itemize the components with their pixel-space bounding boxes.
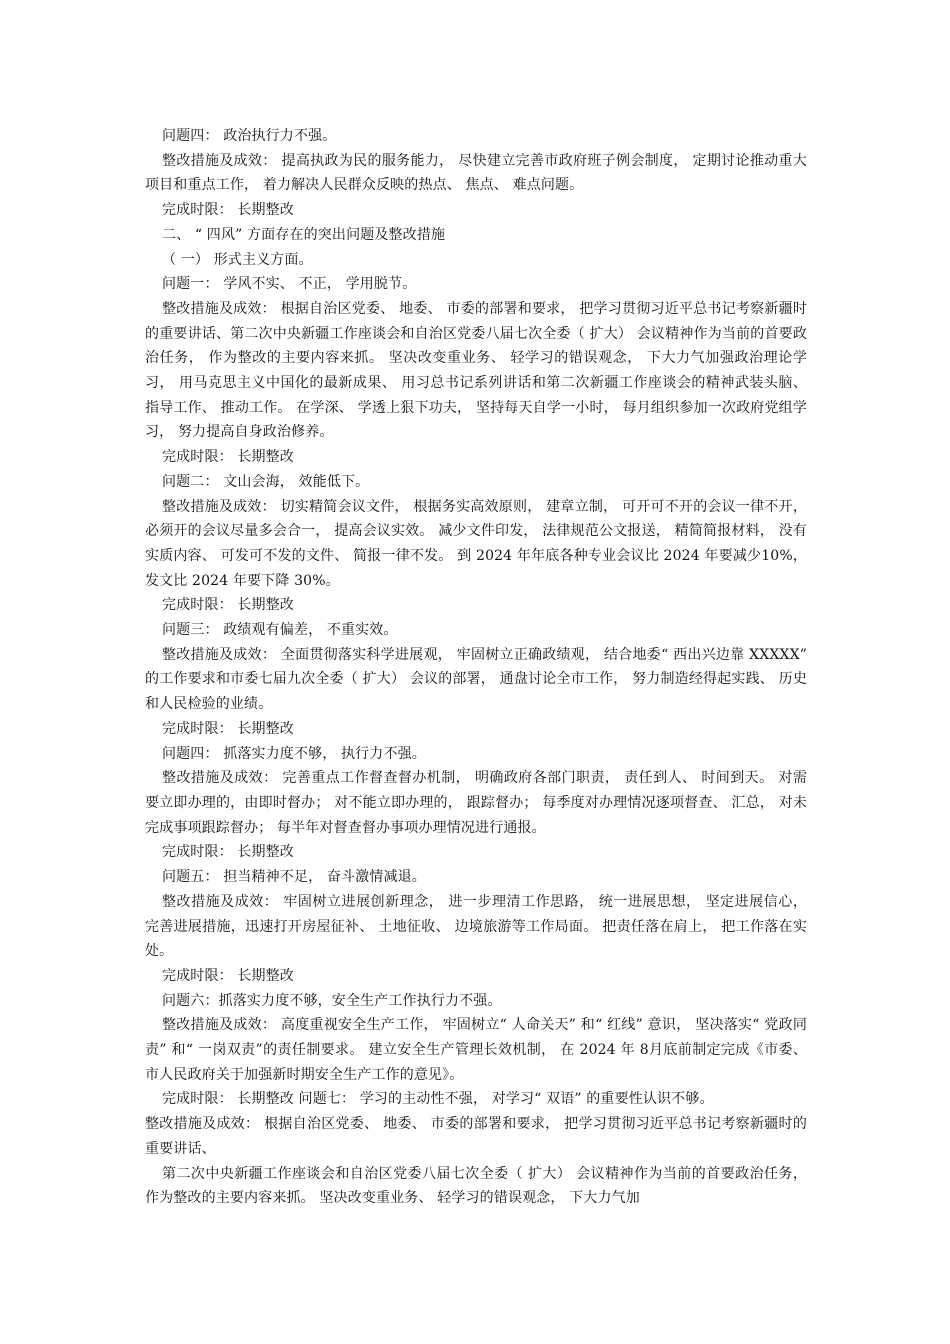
- paragraph-problem-3-measures: 整改措施及成效： 全面贯彻落实科学进展观， 牢固树立正确政绩观， 结合地委“ 西出兴边靠 XXXXX” 的工作要求和市委七届九次全委（ 扩大） 会议的部署， 通盘讨论全市工作， 努力制造经得起实践、 历史和人民检验的业绩。: [145, 646, 812, 713]
- paragraph-problem-1-header: 问题一： 学风不实、 不正， 学用脱节。: [162, 276, 417, 293]
- paragraph-problem-7-measures-continued: 第二次中央新疆工作座谈会和自治区党委八届七次全委（ 扩大） 会议精神作为当前的首要政治任务， 作为整改的主要内容来抓。 坚决改变重业务、 轻学习的错误观念， 下大力气加: [145, 1165, 812, 1207]
- paragraph-deadline-and-problem-7: 完成时限： 长期整改 问题七： 学习的主动性不强， 对学习“ 双语” 的重要性认识不够。: [162, 1091, 714, 1108]
- paragraph-deadline: 完成时限： 长期整改: [162, 449, 294, 466]
- paragraph-deadline: 完成时限： 长期整改: [162, 597, 294, 614]
- section-heading-four-winds: 二、 “ 四风” 方面存在的突出问题及整改措施: [162, 226, 446, 243]
- paragraph-problem-4b-header: 问题四： 抓落实力度不够， 执行力不强。: [162, 745, 426, 762]
- paragraph-problem-4-measures: 整改措施及成效： 提高执政为民的服务能力， 尽快建立完善市政府班子例会制度， 定期讨论推动重大项目和重点工作， 着力解决人民群众反映的热点、 焦点、 难点问题。: [145, 152, 807, 194]
- paragraph-deadline: 完成时限： 长期整改: [162, 202, 294, 219]
- paragraph-problem-4b-measures: 整改措施及成效： 完善重点工作督查督办机制， 明确政府各部门职责， 责任到人、 时间到天。 对需要立即办理的，由即时督办； 对不能立即办理的， 跟踪督办； 每季度对办理情况逐项督查、 汇总， 对未完成事项跟踪督办； 每半年对督查督办事项办理情况进行通报。: [145, 770, 807, 836]
- paragraph-problem-4-header: 问题四： 政治执行力不强。: [162, 128, 337, 144]
- paragraph-problem-5-header: 问题五： 担当精神不足， 奋斗激情减退。: [162, 869, 426, 886]
- document-page: [145, 124, 812, 1211]
- paragraph-problem-5-measures: 整改措施及成效： 牢固树立进展创新理念， 进一步理清工作思路， 统一进展思想， 坚定进展信心， 完善进展措施，迅速打开房屋征补、 土地征收、 边境旅游等工作局面。 把责任落在肩上， 把工作落在实处。: [145, 893, 812, 960]
- paragraph-problem-6-measures: 整改措施及成效： 高度重视安全生产工作， 牢固树立“ 人命关天” 和“ 红线” 意识， 坚决落实“ 党政同责” 和“ 一岗双责”的责任制要求。 建立安全生产管理长效机制， 在 2024 年 8月底前制定完成《市委、 市人民政府关于加强新时期安全生产工作的意见》。: [145, 1017, 812, 1083]
- paragraph-problem-2-measures: 整改措施及成效： 切实精简会议文件， 根据务实高效原则， 建章立制， 可开可不开的会议一律不开， 必须开的会议尽量多会合一， 提高会议实效。 减少文件印发， 法律规范公文报送， 精简简报材料， 没有实质内容、 可发可不发的文件、 简报一律不发。 到 2024 年年底各种专业会议比 2024 年要减少10%， 发文比 2024 年要下降 30%。: [145, 498, 812, 589]
- paragraph-problem-1-measures: 整改措施及成效： 根据自治区党委、 地委、 市委的部署和要求， 把学习贯彻习近平总书记考察新疆时的重要讲话、第二次中央新疆工作座谈会和自治区党委八届七次全委（ 扩大） 会议精神作为当前的首要政治任务， 作为整改的主要内容来抓。 坚决改变重业务、 轻学习的错误观念， 下大力气加强政治理论学习， 用马克思主义中国化的最新成果、 用习总书记系列讲话和第二次新疆工作座谈会的精神武装头脑、 指导工作、 推动工作。 在学深、 学透上狠下功夫， 坚持每天自学一小时， 每月组织参加一次政府党组学习， 努力提高自身政治修养。: [145, 300, 812, 441]
- paragraph-problem-6-header: 问题六：抓落实力度不够，安全生产工作执行力不强。: [162, 992, 502, 1009]
- paragraph-problem-3-header: 问题三： 政绩观有偏差， 不重实效。: [162, 622, 398, 639]
- paragraph-problem-7-measures: 整改措施及成效： 根据自治区党委、 地委、 市委的部署和要求， 把学习贯彻习近平总书记考察新疆时的重要讲话、: [145, 1116, 807, 1157]
- paragraph-deadline: 完成时限： 长期整改: [162, 844, 294, 861]
- subsection-heading-formalism: （ 一） 形式主义方面。: [162, 251, 313, 268]
- paragraph-problem-2-header: 问题二： 文山会海， 效能低下。: [162, 473, 370, 490]
- paragraph-deadline: 完成时限： 长期整改: [162, 967, 294, 984]
- paragraph-deadline: 完成时限： 长期整改: [162, 720, 294, 737]
